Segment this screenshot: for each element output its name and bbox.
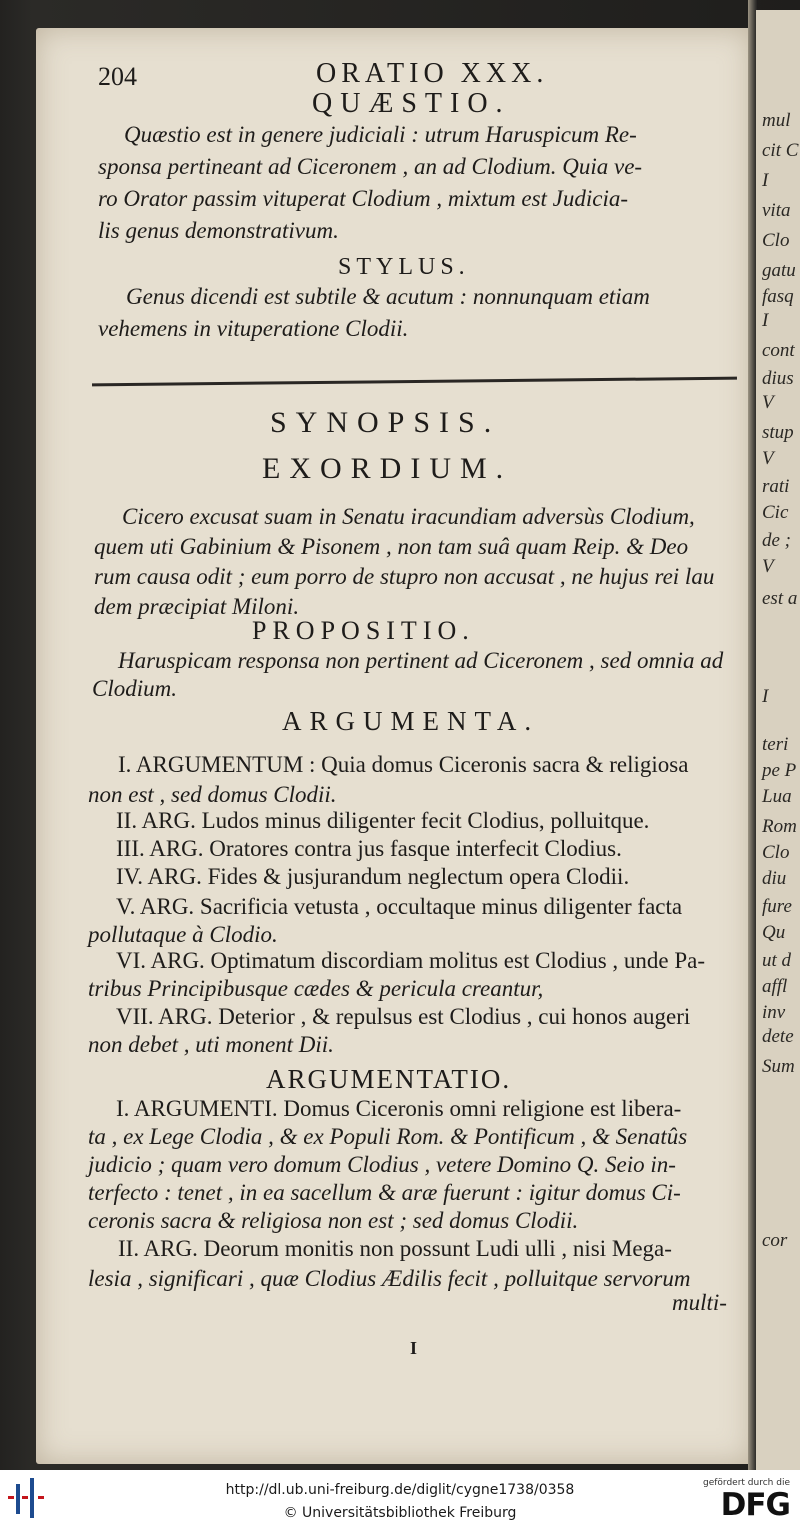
argumentatio-heading: ARGUMENTATIO. [266,1064,512,1094]
argumenta-line-6: V. ARG. Sacrificia vetusta , occultaque minus diligenter facta [116,894,683,919]
adjacent-page-text: teri [762,734,789,755]
argumenta-line-8: VI. ARG. Optimatum discordiam molitus est Clodius , unde Pa- [116,948,706,973]
catchword: multi- [672,1290,727,1315]
adjacent-page-text: dete [762,1026,794,1047]
footer-bar [0,1470,800,1528]
quaestio-line-2: sponsa pertineant ad Ciceronem , an ad Clodium. Quia ve- [98,154,643,179]
adjacent-page-text: fasq [762,286,794,307]
adjacent-page-text: Cic [762,502,789,523]
argumenta-line-5: IV. ARG. Fides & jusjurandum neglectum opera Clodii. [116,864,630,889]
adjacent-page-text: fure [762,896,792,917]
exordium-line-2: quem uti Gabinium & Pisonem , non tam suâ quam Reip. & Deo [94,534,689,559]
synopsis-heading: SYNOPSIS. [270,406,501,439]
adjacent-page-text: I [762,686,769,707]
quaestio-heading: QUÆSTIO. [312,88,511,119]
argumentatio-line-4: terfecto : tenet , in ea sacellum & aræ fuerunt : igitur domus Ci- [88,1180,681,1205]
adjacent-page-text: mul [762,110,791,131]
argumenta-line-3: II. ARG. Ludos minus diligenter fecit Clodius, polluitque. [116,808,650,833]
quaestio-line-4: lis genus demonstrativum. [98,218,339,243]
exordium-heading: EXORDIUM. [262,452,513,485]
adjacent-page-text: diu [762,868,787,889]
adjacent-page-text: vita [762,200,791,221]
argumenta-heading: ARGUMENTA. [282,706,540,736]
copyright-text: © Universitätsbibliothek Freiburg [283,1505,517,1521]
adjacent-page-text: ut d [762,950,792,971]
signature-mark: I [410,1338,418,1358]
quaestio-line-3: ro Orator passim vituperat Clodium , mixtum est Judicia- [98,186,629,211]
propositio-line-1: Haruspicam responsa non pertinent ad Ciceronem , sed omnia ad [118,648,724,673]
adjacent-page-text: affl [762,976,788,997]
argumenta-line-2: non est , sed domus Clodii. [88,782,337,807]
argumentatio-line-7: lesia , significari , quæ Clodius Ædilis fecit , polluitque servorum [88,1266,691,1291]
quaestio-line-1: Quæstio est in genere judiciali : utrum Haruspicum Re- [124,122,637,147]
adjacent-page-text: V [762,448,774,469]
adjacent-page-text: de ; [762,530,792,551]
adjacent-page-text: Clo [762,842,790,863]
stylus-heading: STYLUS. [338,254,470,280]
adjacent-page-text: dius [762,368,794,389]
adjacent-page-text: stup [762,422,794,443]
running-head: ORATIO XXX. [316,58,549,89]
adjacent-page-text: V [762,556,774,577]
argumentatio-line-2: ta , ex Lege Clodia , & ex Populi Rom. & Pontificum , & Senatûs [88,1124,688,1149]
argumenta-line-7: pollutaque à Clodio. [88,922,278,947]
exordium-line-3: rum causa odit ; eum porro de stupro non accusat , ne hujus rei lau [94,564,715,589]
adjacent-page-text: cont [762,340,795,361]
argumentatio-line-5: ceronis sacra & religiosa non est ; sed domus Clodii. [88,1208,579,1233]
argumenta-line-10: VII. ARG. Deterior , & repulsus est Clodius , cui honos augeri [116,1004,691,1029]
adjacent-page-text: pe P [762,760,797,781]
adjacent-page-text: Clo [762,230,790,251]
adjacent-page-text: cor [762,1230,788,1251]
propositio-line-2: Clodium. [92,676,177,701]
exordium-line-1: Cicero excusat suam in Senatu iracundiam adversùs Clodium, [122,504,695,529]
permalink[interactable]: http://dl.ub.uni-freiburg.de/diglit/cygne1738/0358 [225,1482,575,1498]
adjacent-page-text: V [762,392,774,413]
adjacent-page-text: I [762,170,769,191]
adjacent-page-fragment [756,10,800,1470]
adjacent-page-text: est a [762,588,798,609]
argumenta-line-4: III. ARG. Oratores contra jus fasque interfecit Clodius. [116,836,622,861]
argumenta-line-1: I. ARGUMENTUM : Quia domus Ciceronis sacra & religiosa [118,752,689,777]
adjacent-page-text: inv [762,1002,786,1023]
argumenta-line-11: non debet , uti monent Dii. [88,1032,334,1057]
adjacent-page-text: cit C [762,140,799,161]
stylus-line-1: Genus dicendi est subtile & acutum : nonnunquam etiam [126,284,650,309]
argumentatio-line-3: judicio ; quam vero domum Clodius , vetere Domino Q. Seio in- [88,1152,676,1177]
dfg-logo: DFG [720,1487,790,1523]
adjacent-page-text: gatu [762,260,796,281]
exordium-line-4: dem præcipiat Miloni. [94,594,300,619]
argumentatio-line-6: II. ARG. Deorum monitis non possunt Ludi ulli , nisi Mega- [118,1236,672,1261]
page-number: 204 [98,62,137,91]
adjacent-page-text: Lua [762,786,792,807]
funding-note: gefördert durch die [703,1478,790,1488]
argumentatio-line-1: I. ARGUMENTI. Domus Ciceronis omni religione est libera- [116,1096,682,1121]
adjacent-page-text: I [762,310,769,331]
adjacent-page-text: Sum [762,1056,795,1077]
stylus-line-2: vehemens in vituperatione Clodii. [98,316,409,341]
adjacent-page-text: Rom [762,816,797,837]
adjacent-page-text: Qu [762,922,786,943]
adjacent-page-text: rati [762,476,790,497]
argumenta-line-9: tribus Principibusque cædes & pericula creantur, [88,976,544,1001]
propositio-heading: PROPOSITIO. [252,616,475,645]
